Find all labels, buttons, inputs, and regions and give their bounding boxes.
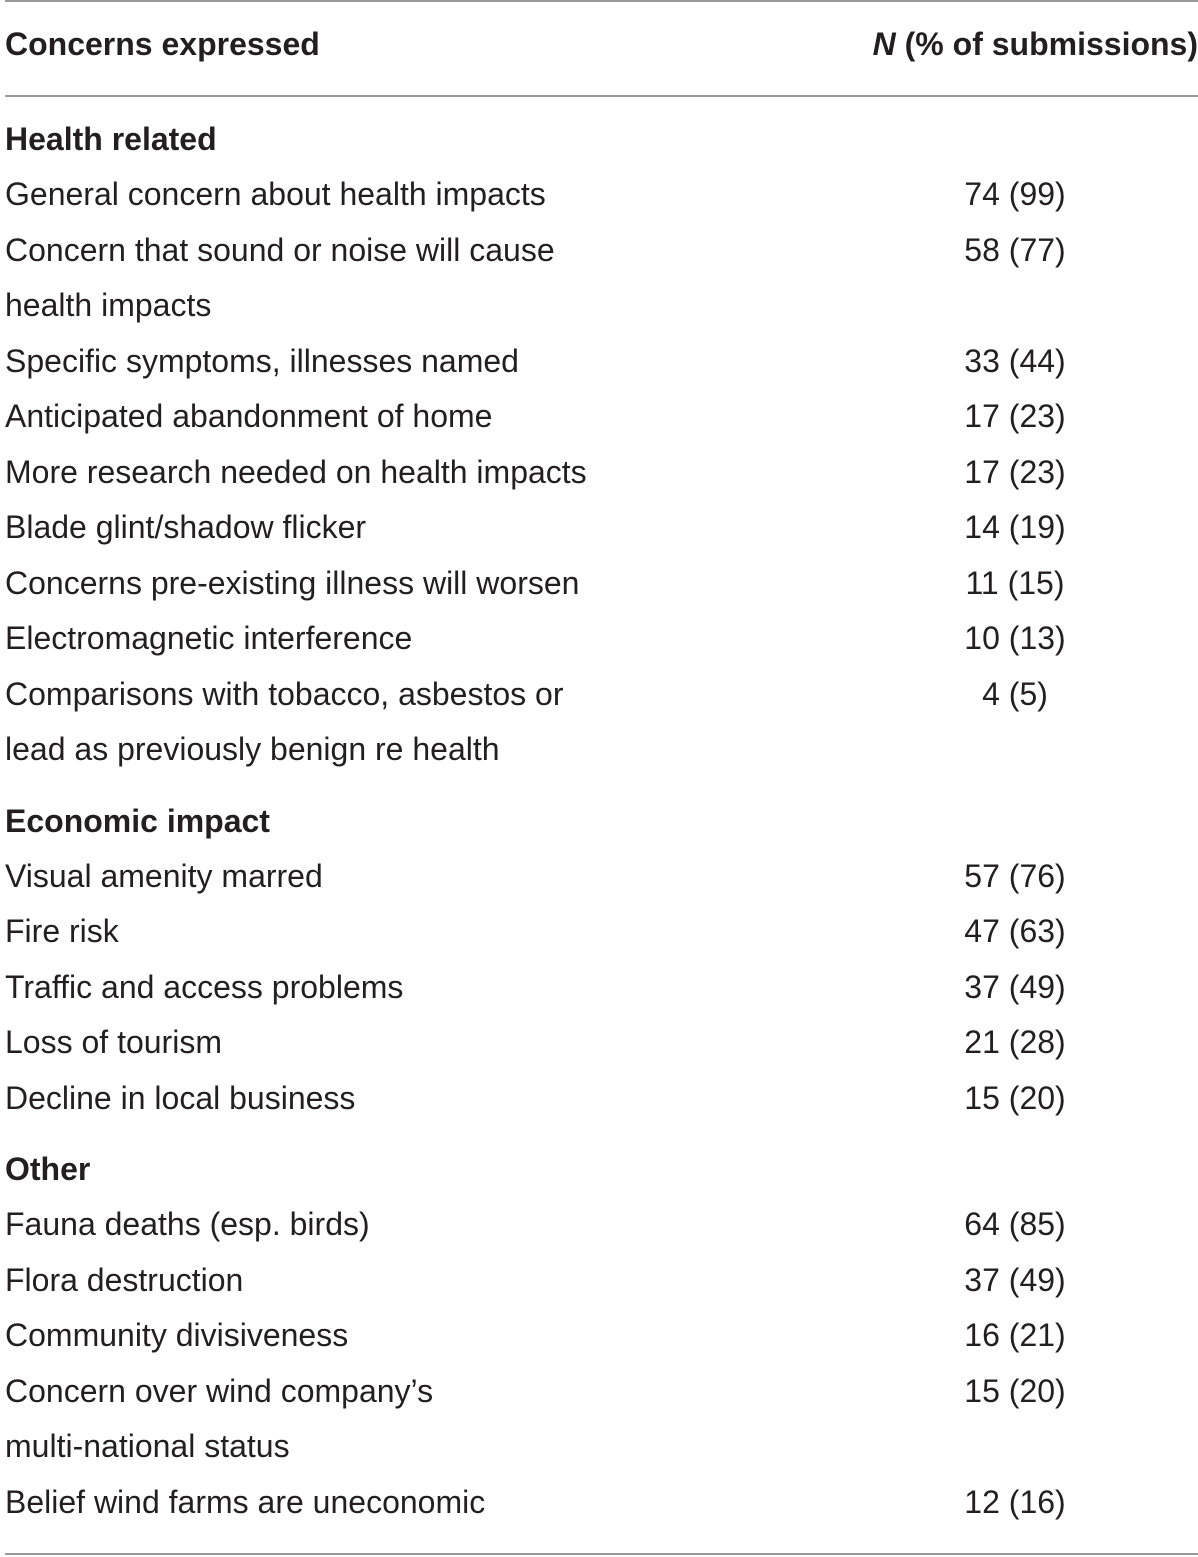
row-value: 4 (5): [982, 675, 1048, 712]
header-percent-label: (% of submissions): [895, 26, 1198, 62]
table-row: [0, 849, 1198, 905]
row-label: Belief wind farms are uneconomic: [5, 1483, 486, 1520]
row-label: Anticipated abandonment of home: [5, 398, 493, 434]
row-value-cell: [680, 904, 1066, 960]
row-value: 33 (44): [964, 342, 1066, 379]
table-row: [0, 1308, 1198, 1364]
row-value: 16 (21): [964, 1317, 1066, 1353]
row-label: General concern about health impacts: [5, 176, 546, 212]
header-n-percent: [873, 26, 1198, 63]
row-value-cell: [680, 849, 1066, 905]
row-value: 11 (15): [965, 564, 1065, 601]
row-value-cell: [680, 960, 1066, 1016]
row-value: 37 (49): [964, 1261, 1066, 1298]
table-row: [0, 389, 1198, 445]
table-row: [0, 556, 1198, 612]
section-title: Health related: [5, 121, 217, 157]
table-row: [0, 667, 1198, 723]
table-bottom-rule: [5, 1553, 1198, 1555]
row-value: 57 (76): [964, 857, 1066, 894]
row-label: More research needed on health impacts: [5, 453, 587, 490]
table-row: [0, 167, 1198, 223]
row-value: 47 (63): [964, 913, 1066, 949]
table-header: [0, 18, 1198, 74]
table-row: [0, 334, 1198, 390]
row-label: Comparisons with tobacco, asbestos or: [5, 675, 564, 712]
row-value-cell: [680, 556, 1065, 612]
row-value-cell: [680, 1308, 1066, 1364]
table-row: [0, 611, 1198, 667]
row-label: Traffic and access problems: [5, 968, 404, 1005]
row-value: 74 (99): [964, 176, 1066, 212]
row-value-cell: [680, 722, 1015, 778]
row-label: multi-national status: [5, 1428, 290, 1464]
table-row: [0, 500, 1198, 556]
table-row: [0, 1253, 1198, 1309]
row-value-cell: [680, 278, 1015, 334]
row-value: 15 (20): [964, 1079, 1066, 1116]
row-value: 21 (28): [964, 1024, 1066, 1060]
row-value: 64 (85): [964, 1206, 1066, 1242]
row-label: Fire risk: [5, 913, 119, 949]
row-label: Concern that sound or noise will cause: [5, 231, 555, 268]
table-row: [0, 223, 1198, 279]
table-row: [0, 960, 1198, 1016]
row-label: Flora destruction: [5, 1261, 244, 1298]
row-label: lead as previously benign re health: [5, 731, 500, 767]
row-value: 12 (16): [964, 1483, 1066, 1520]
table-row: [0, 278, 1198, 334]
header-concerns: Concerns expressed: [5, 26, 320, 62]
header-n-italic: N: [872, 26, 896, 62]
row-value-cell: [680, 1015, 1066, 1071]
row-value-cell: [680, 223, 1066, 279]
row-value-cell: [680, 389, 1066, 445]
row-label: Concerns pre-existing illness will worsen: [5, 564, 580, 601]
row-value: 17 (23): [964, 453, 1066, 490]
row-label: Community divisiveness: [5, 1317, 349, 1353]
row-value-cell: [680, 445, 1066, 501]
row-value-cell: [680, 1419, 1015, 1475]
row-label: Electromagnetic interference: [5, 620, 413, 656]
row-value-cell: [680, 1475, 1066, 1531]
row-value-cell: [680, 1197, 1066, 1253]
row-label: Loss of tourism: [5, 1024, 222, 1060]
row-label: Concern over wind company’s: [5, 1372, 434, 1409]
row-value-cell: [680, 1364, 1066, 1420]
table-header-rule: [5, 95, 1198, 97]
row-label: Decline in local business: [5, 1079, 356, 1116]
table-row: [0, 445, 1198, 501]
row-value: 10 (13): [964, 620, 1066, 656]
table-section: [0, 1142, 1198, 1530]
row-value: 58 (77): [964, 231, 1066, 268]
table-row: [0, 1071, 1198, 1127]
table-row: [0, 904, 1198, 960]
row-value-cell: [680, 1071, 1066, 1127]
table-section: [0, 794, 1198, 1127]
row-value-cell: [680, 334, 1066, 390]
table-row: [0, 1475, 1198, 1531]
row-label: Visual amenity marred: [5, 857, 323, 894]
row-label: Blade glint/shadow flicker: [5, 509, 367, 545]
table-top-rule: [5, 0, 1198, 2]
table-section: [0, 112, 1198, 778]
row-value: 17 (23): [964, 398, 1066, 434]
table-row: [0, 1015, 1198, 1071]
table-body: [0, 112, 1198, 1530]
row-value: 14 (19): [964, 509, 1066, 545]
section-title: Other: [5, 1151, 91, 1187]
row-label: health impacts: [5, 287, 212, 323]
row-value-cell: [680, 1253, 1066, 1309]
row-value-cell: [680, 500, 1066, 556]
row-label: Specific symptoms, illnesses named: [5, 342, 519, 379]
row-value: 37 (49): [964, 968, 1066, 1005]
table-row: [0, 722, 1198, 778]
row-value-cell: [680, 667, 1048, 723]
table-row: [0, 1419, 1198, 1475]
table-row: [0, 1197, 1198, 1253]
row-label: Fauna deaths (esp. birds): [5, 1206, 370, 1242]
row-value: 15 (20): [964, 1372, 1066, 1409]
row-value-cell: [680, 611, 1066, 667]
section-title: Economic impact: [5, 802, 270, 839]
table-row: [0, 1364, 1198, 1420]
row-value-cell: [680, 167, 1066, 223]
